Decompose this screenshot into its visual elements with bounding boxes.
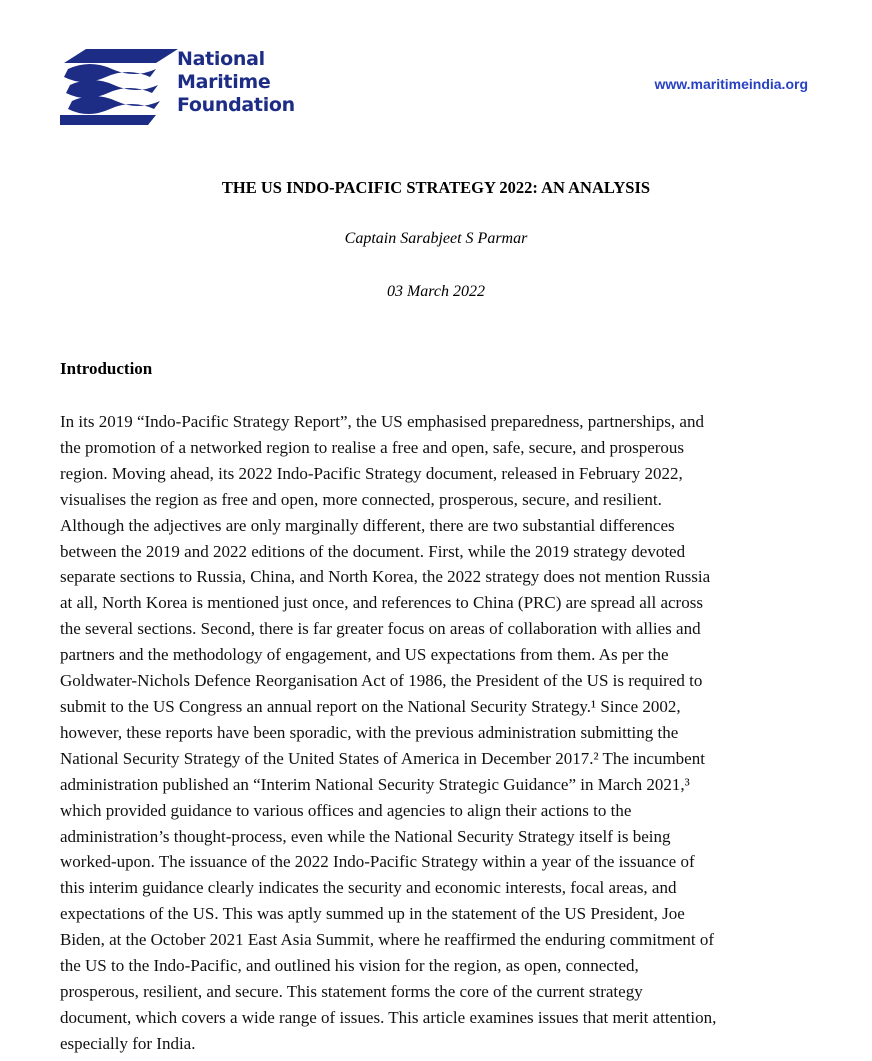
paragraph-line: region. Moving ahead, its 2022 Indo-Pacific Strategy document, released in February 2022, bbox=[60, 463, 683, 483]
paragraph-line: Goldwater-Nichols Defence Reorganisation Act of 1986, the President of the US is required to bbox=[60, 671, 703, 691]
paragraph-line: the promotion of a networked region to realise a free and open, safe, secure, and prosperous bbox=[60, 437, 685, 457]
logo-wordmark bbox=[177, 48, 295, 117]
paragraph-line: at all, North Korea is mentioned just once, and references to China (PRC) are spread all across bbox=[60, 593, 703, 613]
section-heading-introduction: Introduction bbox=[60, 359, 153, 378]
logo-line-maritime: Maritime bbox=[177, 71, 271, 93]
paragraph-line: visualises the region as free and open, more connected, prosperous, secure, and resilient. bbox=[60, 489, 662, 509]
paragraph-line: the several sections. Second, there is far greater focus on areas of collaboration with allies and bbox=[60, 619, 701, 639]
paragraph-line: Although the adjectives are only marginally different, there are two substantial differences bbox=[60, 515, 675, 535]
paragraph-line: document, which covers a wide range of issues. This article examines issues that merit attention, bbox=[60, 1007, 717, 1027]
nmf-logo bbox=[60, 47, 295, 127]
paragraph-line: separate sections to Russia, China, and North Korea, the 2022 strategy does not mention Russia bbox=[60, 567, 711, 587]
article-title: THE US INDO-PACIFIC STRATEGY 2022: AN ANALYSIS bbox=[221, 178, 651, 197]
paragraph-line: expectations of the US. This was aptly summed up in the statement of the US President, Joe bbox=[60, 904, 685, 924]
paragraph-line: the US to the Indo-Pacific, and outlined his vision for the region, as open, connected, bbox=[60, 956, 639, 976]
paragraph-line: administration published an “Interim National Security Strategic Guidance” in March 2021,³ bbox=[60, 774, 690, 794]
paragraph-line: especially for India. bbox=[60, 1033, 196, 1053]
logo-line-national: National bbox=[177, 48, 265, 70]
paragraph-line: partners and the methodology of engagement, and US expectations from them. As per the bbox=[60, 645, 669, 665]
paragraph-line: prosperous, resilient, and secure. This statement forms the core of the current strategy bbox=[60, 981, 643, 1001]
paragraph-line: however, these reports have been sporadic, with the previous administration submitting the bbox=[60, 722, 679, 742]
paragraph-line: In its 2019 “Indo-Pacific Strategy Report”, the US emphasised preparedness, partnerships, and bbox=[60, 412, 704, 431]
paragraph-line: submit to the US Congress an annual report on the National Security Strategy.¹ Since 2002, bbox=[60, 696, 681, 716]
waves-logo-icon bbox=[60, 47, 180, 125]
paragraph-line: which provided guidance to various offices and agencies to align their actions to the bbox=[60, 800, 632, 820]
paragraph-line: National Security Strategy of the United States of America in December 2017.² The incumbent bbox=[60, 748, 705, 768]
paragraph-line: this interim guidance clearly indicates the security and economic interests, focal areas, and bbox=[60, 878, 677, 898]
paragraph-line: Biden, at the October 2021 East Asia Summit, where he reaffirmed the enduring commitment of bbox=[60, 930, 715, 950]
introduction-paragraph bbox=[60, 409, 820, 1057]
article-author: Captain Sarabjeet S Parmar bbox=[344, 230, 528, 247]
logo-line-foundation: Foundation bbox=[177, 94, 295, 116]
article-date: 03 March 2022 bbox=[386, 283, 486, 300]
paragraph-line: between the 2019 and 2022 editions of the document. First, while the 2019 strategy devoted bbox=[60, 541, 686, 561]
paragraph-line: worked-upon. The issuance of the 2022 Indo-Pacific Strategy within a year of the issuance of bbox=[60, 852, 695, 872]
paragraph-line: administration’s thought-process, even while the National Security Strategy itself is being bbox=[60, 826, 671, 846]
website-link[interactable]: www.maritimeindia.org bbox=[654, 76, 808, 92]
